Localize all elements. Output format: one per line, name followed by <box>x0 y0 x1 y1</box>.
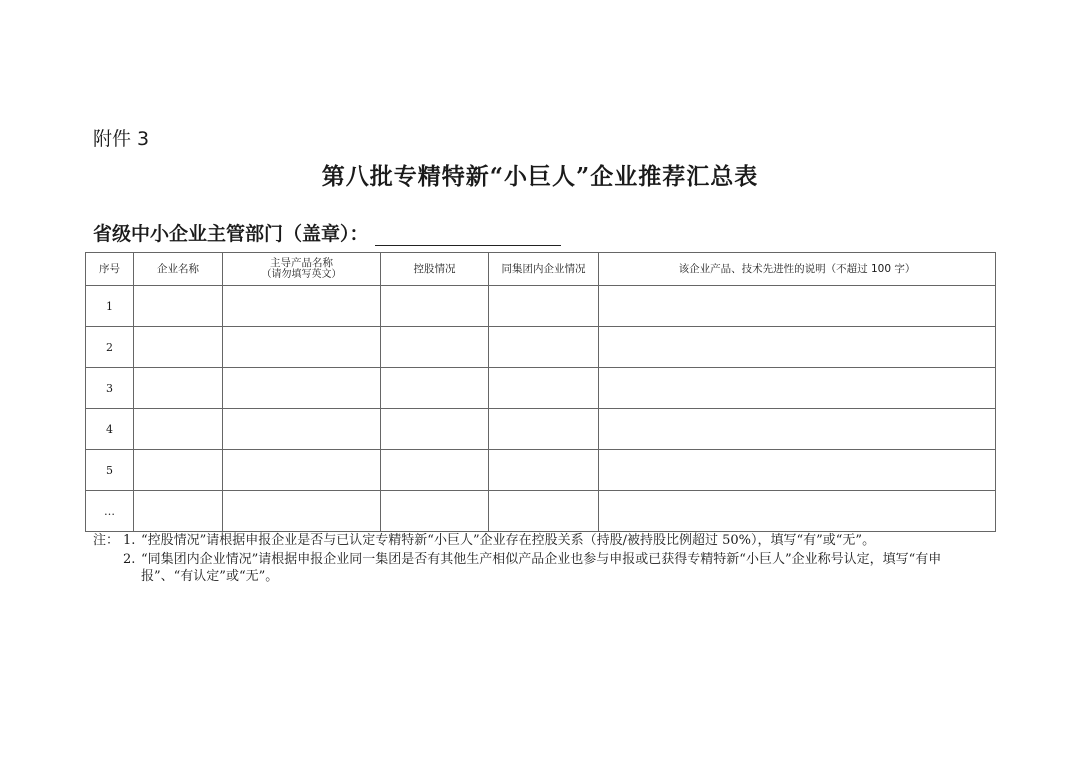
cell-company-name[interactable] <box>134 409 223 450</box>
cell-tech-description[interactable] <box>599 327 996 368</box>
header-main-product: 主导产品名称 （请勿填写英文） <box>223 253 381 286</box>
header-company-name: 企业名称 <box>134 253 223 286</box>
row-index: … <box>86 491 134 532</box>
header-tech-description: 该企业产品、技术先进性的说明（不超过 100 字） <box>599 253 996 286</box>
row-index: 1 <box>86 286 134 327</box>
cell-main-product[interactable] <box>223 327 381 368</box>
department-label: 省级中小企业主管部门（盖章）： <box>93 223 369 245</box>
cell-group-companies[interactable] <box>489 450 599 491</box>
cell-holding-status[interactable] <box>381 286 489 327</box>
cell-company-name[interactable] <box>134 327 223 368</box>
cell-main-product[interactable] <box>223 286 381 327</box>
cell-group-companies[interactable] <box>489 327 599 368</box>
row-index: 2 <box>86 327 134 368</box>
table-row <box>86 286 996 327</box>
summary-table <box>85 252 996 532</box>
cell-group-companies[interactable] <box>489 491 599 532</box>
table-row <box>86 368 996 409</box>
footnote-2 <box>93 551 993 585</box>
department-signature-line[interactable] <box>375 223 561 246</box>
cell-holding-status[interactable] <box>381 491 489 532</box>
cell-company-name[interactable] <box>134 286 223 327</box>
table-header-row <box>86 253 996 286</box>
cell-holding-status[interactable] <box>381 327 489 368</box>
header-index: 序号 <box>86 253 134 286</box>
cell-group-companies[interactable] <box>489 368 599 409</box>
cell-tech-description[interactable] <box>599 450 996 491</box>
table-row <box>86 409 996 450</box>
cell-tech-description[interactable] <box>599 409 996 450</box>
cell-main-product[interactable] <box>223 491 381 532</box>
cell-holding-status[interactable] <box>381 409 489 450</box>
cell-company-name[interactable] <box>134 450 223 491</box>
row-index: 3 <box>86 368 134 409</box>
header-main-product-note: （请勿填写英文） <box>261 269 342 280</box>
cell-main-product[interactable] <box>223 368 381 409</box>
row-index: 4 <box>86 409 134 450</box>
footnote-1 <box>93 532 993 549</box>
footnote-number: 2. <box>123 552 136 567</box>
cell-tech-description[interactable] <box>599 491 996 532</box>
footnote-text: “同集团内企业情况”请根据申报企业同一集团是否有其他生产相似产品企业也参与申报或已获得专精特新“小巨人”企业称号认定，填写“有申报”、“有认定”或“无”。 <box>141 552 942 584</box>
cell-company-name[interactable] <box>134 491 223 532</box>
cell-tech-description[interactable] <box>599 368 996 409</box>
header-group-companies: 同集团内企业情况 <box>489 253 599 286</box>
cell-company-name[interactable] <box>134 368 223 409</box>
cell-group-companies[interactable] <box>489 409 599 450</box>
attachment-label: 附件 3 <box>93 128 150 150</box>
table-row <box>86 491 996 532</box>
department-field <box>93 219 561 246</box>
footnote-number: 1. <box>123 533 136 548</box>
row-index: 5 <box>86 450 134 491</box>
table-row <box>86 327 996 368</box>
cell-holding-status[interactable] <box>381 368 489 409</box>
page-title: 第八批专精特新“小巨人”企业推荐汇总表 <box>321 163 759 190</box>
cell-main-product[interactable] <box>223 450 381 491</box>
table-row <box>86 450 996 491</box>
cell-main-product[interactable] <box>223 409 381 450</box>
cell-holding-status[interactable] <box>381 450 489 491</box>
cell-tech-description[interactable] <box>599 286 996 327</box>
footnotes <box>93 532 993 585</box>
cell-group-companies[interactable] <box>489 286 599 327</box>
header-holding-status: 控股情况 <box>381 253 489 286</box>
footnote-text: “控股情况”请根据申报企业是否与已认定专精特新“小巨人”企业存在控股关系（持股/被持股比例超过 50%），填写“有”或“无”。 <box>141 533 876 548</box>
footnote-lead: 注： <box>93 533 120 548</box>
